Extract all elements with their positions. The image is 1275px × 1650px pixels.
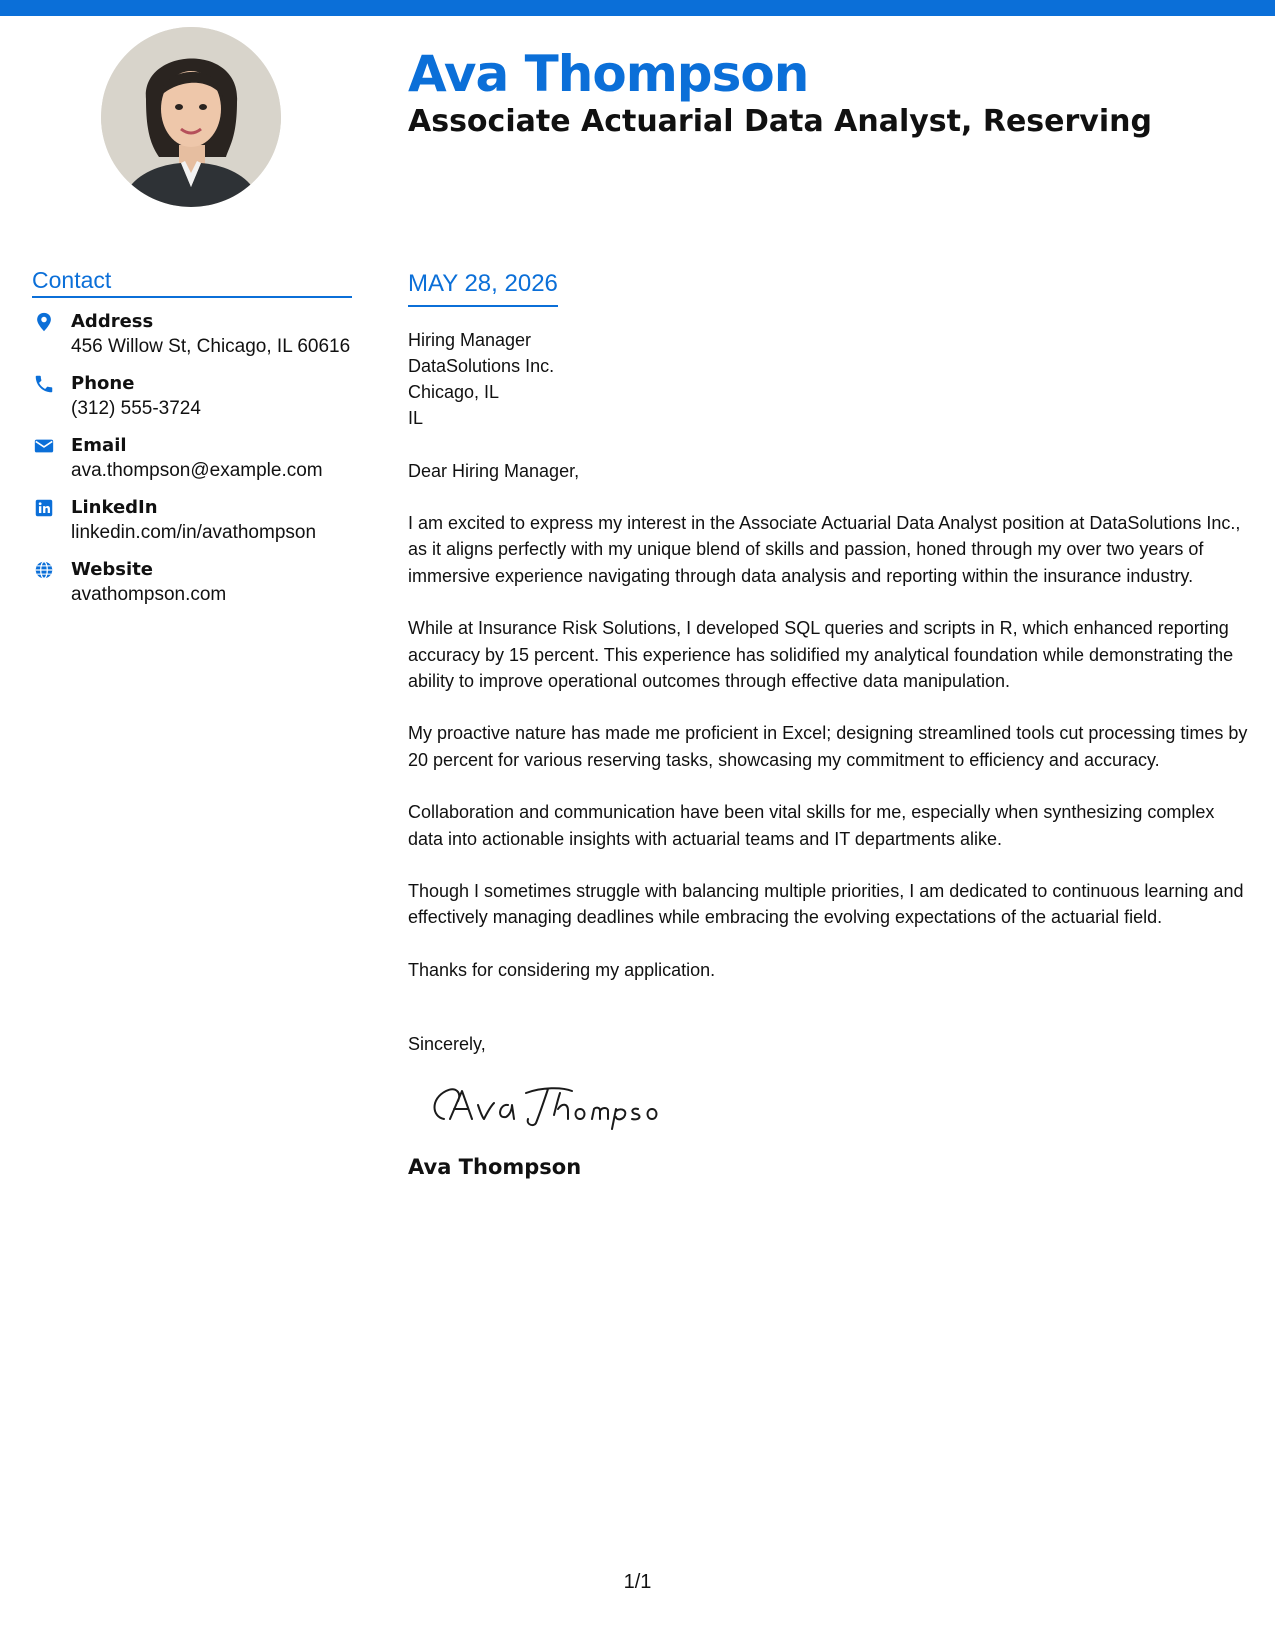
letter-paragraph: I am excited to express my interest in the Associate Actuarial Data Analyst position at DataSolutions Inc., as it aligns perfectly with my unique blend of skills and passion, honed through my over two years of immersive experience navigating through data analysis and reporting within the insurance industry. [408, 513, 1241, 586]
signer-name: Ava Thompson [408, 1155, 582, 1180]
contact-value: linkedin.com/in/avathompson [71, 522, 317, 543]
contact-email [32, 434, 352, 483]
contact-value: avathompson.com [71, 584, 227, 605]
contact-value: 456 Willow St, Chicago, IL 60616 [71, 336, 351, 357]
contact-value: ava.thompson@example.com [71, 460, 323, 481]
contact-sidebar [32, 265, 352, 620]
handwritten-signature [422, 1079, 1248, 1135]
letter-paragraph: Though I sometimes struggle with balancing multiple priorities, I am dedicated to continuous learning and effectively managing deadlines while embracing the evolving expectations of the actuarial field. [408, 881, 1244, 928]
contact-linkedin [32, 496, 352, 545]
letter-paragraph: While at Insurance Risk Solutions, I developed SQL queries and scripts in R, which enhanced reporting accuracy by 15 percent. This experience has solidified my analytical foundation while demonstrating the ability to improve operational outcomes through effective data manipulation. [408, 618, 1234, 692]
contact-value: (312) 555-3724 [71, 398, 201, 419]
greeting: Dear Hiring Manager, [408, 461, 580, 481]
job-title: Associate Actuarial Data Analyst, Reserving [408, 104, 1152, 139]
contact-label: Email [71, 435, 127, 456]
recipient-line: DataSolutions Inc. [408, 356, 555, 376]
envelope-icon [33, 435, 55, 457]
letter-paragraph: My proactive nature has made me proficient in Excel; designing streamlined tools cut processing times by 20 percent for various reserving tasks, showcasing my commitment to efficiency and accuracy. [408, 723, 1248, 770]
map-pin-icon [33, 311, 55, 333]
contact-label: Address [71, 311, 154, 332]
recipient-line: Hiring Manager [408, 330, 532, 350]
phone-icon [33, 373, 55, 395]
recipient-line: IL [408, 408, 424, 428]
recipient-block [408, 327, 1248, 431]
letter-paragraph: Thanks for considering my application. [408, 959, 716, 980]
closing: Sincerely, [408, 1034, 486, 1055]
letter-body [408, 267, 1248, 1181]
letter-paragraph: Collaboration and communication have been vital skills for me, especially when synthesizing complex data into actionable insights with actuarial teams and IT departments alike. [408, 802, 1215, 849]
contact-label: Website [71, 559, 154, 580]
contact-heading: Contact [32, 265, 352, 298]
linkedin-icon [33, 497, 55, 519]
applicant-name: Ava Thompson [408, 45, 809, 103]
globe-icon [33, 559, 55, 581]
signature-drawing [422, 1079, 662, 1135]
contact-label: Phone [71, 373, 135, 394]
contact-label: LinkedIn [71, 497, 158, 518]
recipient-line: Chicago, IL [408, 382, 500, 402]
contact-phone [32, 372, 352, 421]
top-accent-bar [0, 0, 1275, 16]
page-number: 1/1 [623, 1571, 652, 1593]
contact-website [32, 558, 352, 607]
portrait-illustration [101, 27, 281, 207]
profile-photo [101, 27, 281, 207]
letter-date: MAY 28, 2026 [408, 267, 558, 307]
contact-address [32, 310, 352, 359]
